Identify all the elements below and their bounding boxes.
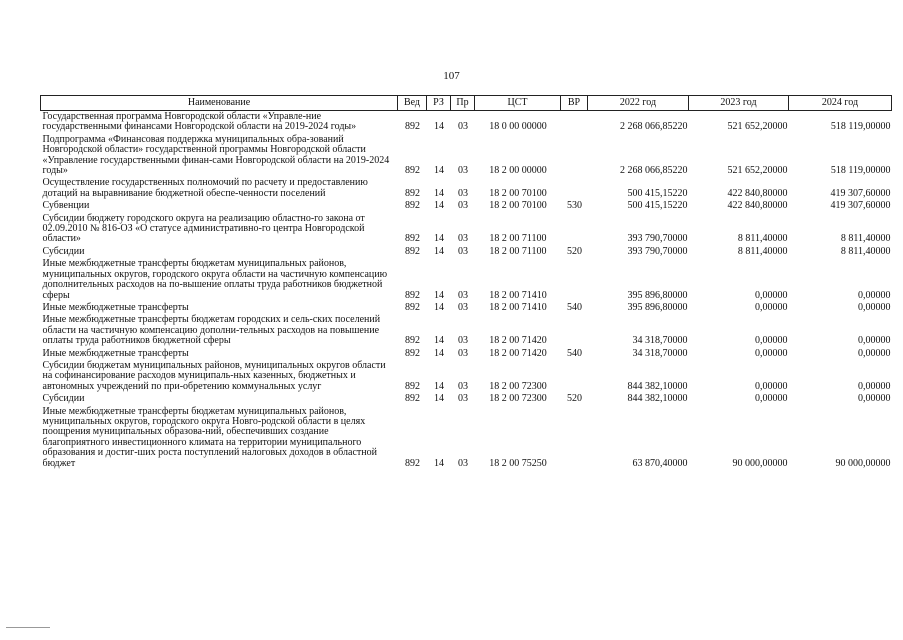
row-rz: 14 [434, 457, 444, 469]
row-vr: 520 [567, 245, 582, 257]
row-name: Иные межбюджетные трансферты бюджетам городских и сель-ских поселений области на частичную компенсацию дополни-тельных расходов на повышение оплаты труда работников бюджетной сферы [42, 314, 381, 347]
table-row [41, 134, 892, 178]
row-2023: 0,00000 [755, 393, 788, 405]
row-pr: 03 [458, 347, 468, 359]
row-cst: 18 2 00 72300 [489, 393, 547, 405]
row-rz: 14 [434, 335, 444, 347]
row-2022: 63 870,40000 [632, 457, 688, 469]
row-ved: 892 [405, 289, 420, 301]
row-ved: 892 [405, 233, 420, 245]
row-ved: 892 [405, 457, 420, 469]
table-row [41, 406, 892, 470]
row-2022: 34 318,70000 [632, 335, 688, 347]
row-2023: 422 840,80000 [727, 200, 788, 212]
row-vr [561, 134, 588, 178]
row-2023: 521 652,20000 [727, 165, 788, 177]
row-2024: 8 811,40000 [840, 233, 891, 245]
row-2022: 500 415,15220 [627, 187, 688, 199]
row-vr [561, 213, 588, 246]
table-header-row [41, 96, 892, 111]
row-2024: 0,00000 [858, 289, 891, 301]
table-row [41, 314, 892, 347]
row-2023: 0,00000 [755, 301, 788, 313]
row-pr: 03 [458, 121, 468, 133]
row-cst: 18 2 00 70100 [489, 200, 547, 212]
row-2024: 518 119,00000 [830, 165, 891, 177]
row-2023: 0,00000 [755, 347, 788, 359]
row-ved: 892 [405, 393, 420, 405]
row-pr: 03 [458, 245, 468, 257]
row-ved: 892 [405, 335, 420, 347]
row-ved: 892 [405, 200, 420, 212]
row-cst: 18 2 00 72300 [489, 380, 547, 392]
header-cst: ЦСТ [475, 96, 561, 111]
row-pr: 03 [458, 393, 468, 405]
row-2024: 0,00000 [858, 393, 891, 405]
row-cst: 18 2 00 71100 [489, 233, 547, 245]
budget-table [40, 95, 892, 470]
row-2022: 393 790,70000 [627, 245, 688, 257]
row-vr: 530 [567, 200, 582, 212]
row-pr: 03 [458, 187, 468, 199]
row-2022: 844 382,10000 [627, 393, 688, 405]
row-name: Субвенции [42, 200, 90, 212]
row-2023: 8 811,40000 [737, 233, 788, 245]
row-ved: 892 [405, 380, 420, 392]
row-vr [561, 177, 588, 200]
row-2024: 419 307,60000 [830, 200, 891, 212]
row-rz: 14 [434, 393, 444, 405]
row-name: Иные межбюджетные трансферты бюджетам муниципальных районов, муниципальных округов, городского округа области на частичную компенсацию дополнительных расходов на по-вышение оплаты труда работников бюджетной сферы [42, 258, 388, 301]
row-2023: 422 840,80000 [727, 187, 788, 199]
row-2022: 844 382,10000 [627, 380, 688, 392]
header-2024: 2024 год [789, 96, 892, 111]
row-name: Иные межбюджетные трансферты [42, 347, 189, 359]
footer-divider [6, 627, 50, 628]
row-2023: 8 811,40000 [737, 245, 788, 257]
row-2024: 0,00000 [858, 347, 891, 359]
page-number: 107 [443, 70, 460, 82]
row-2024: 419 307,60000 [830, 187, 891, 199]
row-vr [561, 406, 588, 470]
row-cst: 18 2 00 00000 [489, 165, 547, 177]
row-pr: 03 [458, 301, 468, 313]
row-2024: 8 811,40000 [840, 245, 891, 257]
row-vr: 540 [567, 347, 582, 359]
row-2023: 90 000,00000 [732, 457, 788, 469]
row-rz: 14 [434, 289, 444, 301]
row-ved: 892 [405, 245, 420, 257]
row-ved: 892 [405, 121, 420, 133]
row-name: Иные межбюджетные трансферты [42, 301, 189, 313]
row-name: Субсидии [42, 245, 85, 257]
row-rz: 14 [434, 233, 444, 245]
row-2024: 90 000,00000 [835, 457, 891, 469]
row-ved: 892 [405, 187, 420, 199]
row-vr [561, 111, 588, 134]
table-row [41, 302, 892, 314]
row-vr: 520 [567, 393, 582, 405]
row-pr: 03 [458, 200, 468, 212]
row-name: Субсидии бюджетам муниципальных районов, муниципальных округов области на софинансирование расходов муниципаль-ных казенных, бюджетных и автономных учреждений по при-обретению коммунальных услуг [42, 359, 386, 392]
row-2022: 500 415,15220 [627, 200, 688, 212]
row-rz: 14 [434, 200, 444, 212]
row-2024: 0,00000 [858, 335, 891, 347]
row-vr [561, 258, 588, 302]
row-2022: 2 268 066,85220 [620, 165, 688, 177]
row-rz: 14 [434, 245, 444, 257]
row-pr: 03 [458, 233, 468, 245]
row-vr [561, 314, 588, 347]
row-2022: 395 896,80000 [627, 289, 688, 301]
row-cst: 18 2 00 71420 [489, 335, 547, 347]
table-row [41, 393, 892, 405]
row-2022: 395 896,80000 [627, 301, 688, 313]
row-cst: 18 2 00 71100 [489, 245, 547, 257]
row-2023: 521 652,20000 [727, 121, 788, 133]
row-2022: 393 790,70000 [627, 233, 688, 245]
row-2023: 0,00000 [755, 380, 788, 392]
table-row [41, 200, 892, 212]
header-vr: ВР [561, 96, 588, 111]
row-rz: 14 [434, 165, 444, 177]
table-row [41, 348, 892, 360]
row-cst: 18 2 00 71410 [489, 289, 547, 301]
row-name: Государственная программа Новгородской области «Управле-ние государственными финансами Новгородской области на 2019-2024 годы» [42, 111, 357, 133]
row-cst: 18 0 00 00000 [489, 121, 547, 133]
row-2023: 0,00000 [755, 289, 788, 301]
header-2022: 2022 год [588, 96, 689, 111]
header-2023: 2023 год [689, 96, 789, 111]
row-cst: 18 2 00 71420 [489, 347, 547, 359]
row-2024: 0,00000 [858, 380, 891, 392]
row-pr: 03 [458, 289, 468, 301]
row-ved: 892 [405, 165, 420, 177]
row-pr: 03 [458, 457, 468, 469]
row-2023: 0,00000 [755, 335, 788, 347]
row-cst: 18 2 00 75250 [489, 457, 547, 469]
row-rz: 14 [434, 380, 444, 392]
row-rz: 14 [434, 121, 444, 133]
row-name: Подпрограмма «Финансовая поддержка муниципальных обра-зований Новгородской области» государственной программы Новгородской области «Управление государственными финан-сами Новгородской области на 2019-2024 годы» [42, 133, 390, 177]
row-2022: 2 268 066,85220 [620, 121, 688, 133]
table-row [41, 246, 892, 258]
row-cst: 18 2 00 70100 [489, 187, 547, 199]
header-rz: РЗ [427, 96, 451, 111]
header-pr: Пр [451, 96, 475, 111]
table-row [41, 177, 892, 200]
table-row [41, 111, 892, 134]
row-vr [561, 360, 588, 393]
row-rz: 14 [434, 301, 444, 313]
row-2024: 0,00000 [858, 301, 891, 313]
row-cst: 18 2 00 71410 [489, 301, 547, 313]
row-name: Субсидии [42, 393, 85, 405]
row-name: Субсидии бюджету городского округа на реализацию областно-го закона от 02.09.2010 № 816-ОЗ «О статусе административно-го центра Новгородской области» [42, 212, 365, 245]
row-pr: 03 [458, 165, 468, 177]
table-row [41, 258, 892, 302]
row-pr: 03 [458, 335, 468, 347]
row-2022: 34 318,70000 [632, 347, 688, 359]
table-row [41, 213, 892, 246]
table-row [41, 360, 892, 393]
row-rz: 14 [434, 347, 444, 359]
header-name: Наименование [41, 96, 398, 111]
row-vr: 540 [567, 301, 582, 313]
row-ved: 892 [405, 301, 420, 313]
row-name: Иные межбюджетные трансферты бюджетам муниципальных районов, муниципальных округов, городского округа Новго-родской области в целях поощрения муниципальных образова-ний, обеспечивших создание благоприятного инвестиционного климата на территории муниципального образования и достиг-ших роста поступлений налоговых доходов в областной бюджет [42, 405, 377, 469]
header-ved: Вед [398, 96, 427, 111]
row-ved: 892 [405, 347, 420, 359]
row-name: Осуществление государственных полномочий по расчету и предоставлению дотаций на выравнивание бюджетной обеспе-ченности поселений [42, 177, 368, 199]
row-pr: 03 [458, 380, 468, 392]
row-rz: 14 [434, 187, 444, 199]
row-2024: 518 119,00000 [830, 121, 891, 133]
